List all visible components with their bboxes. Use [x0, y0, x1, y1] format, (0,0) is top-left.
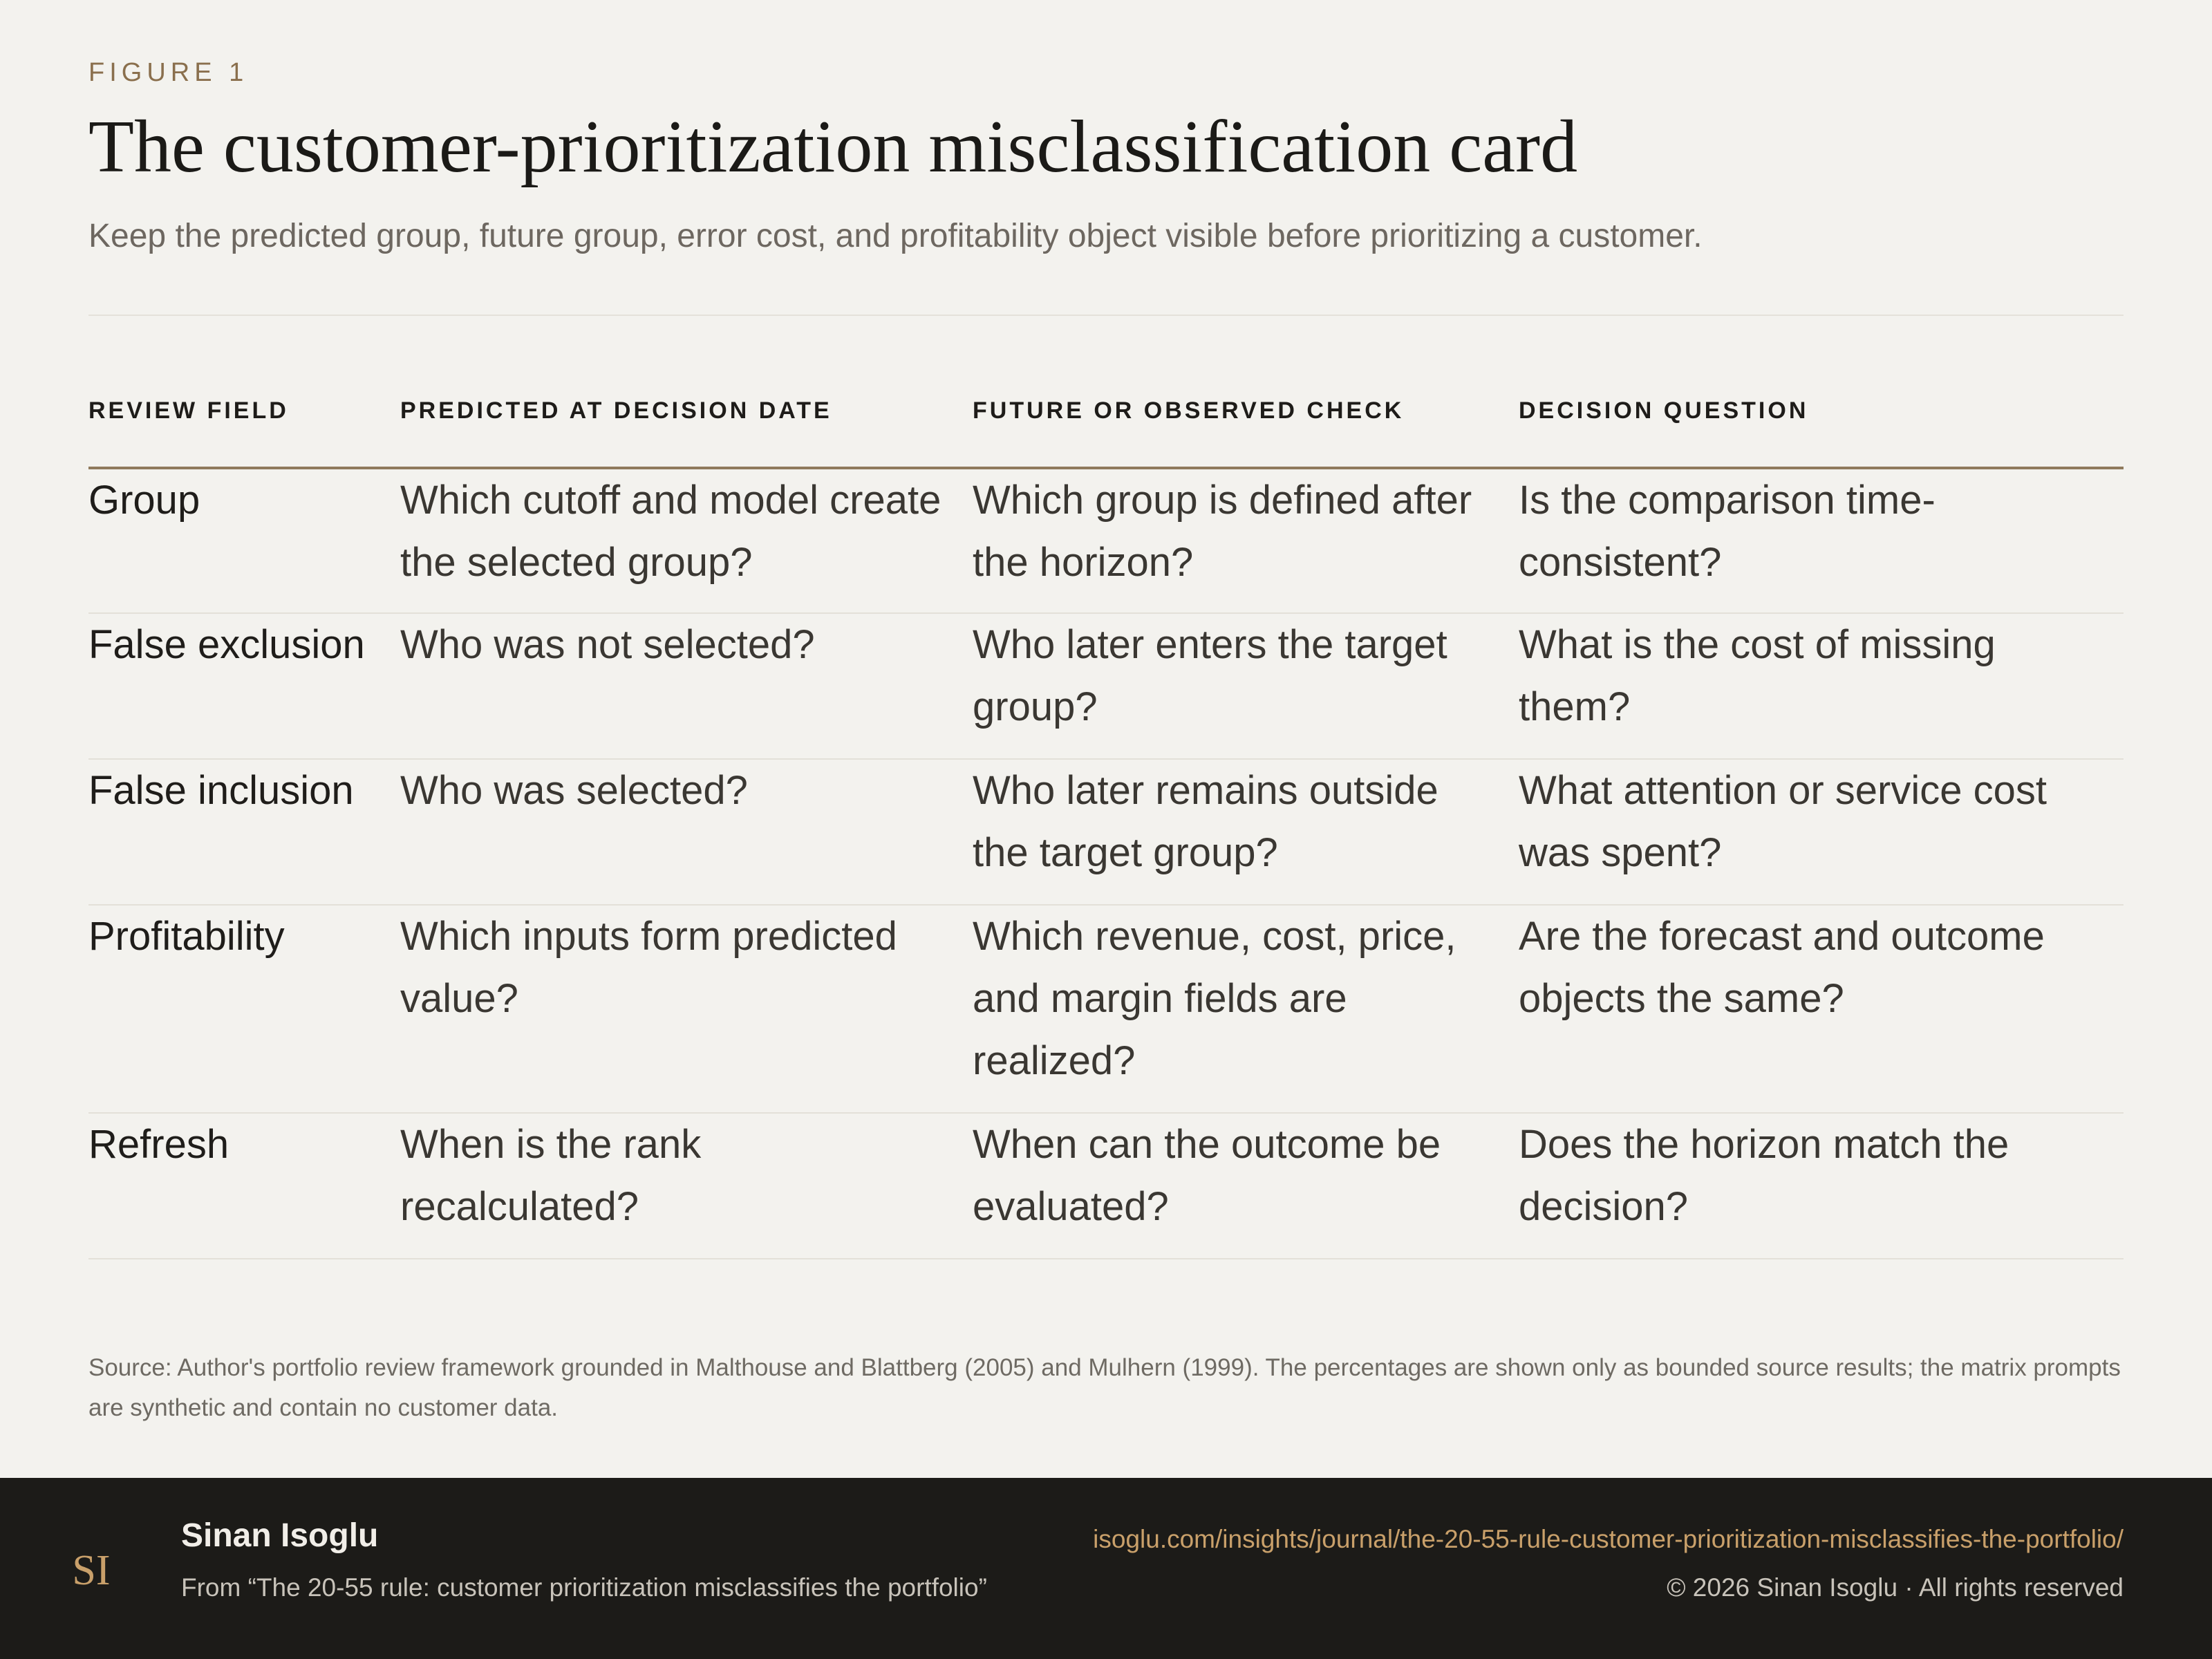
divider — [88, 315, 2124, 316]
table-cell: Which cutoff and model create the selected group? — [400, 468, 973, 613]
table-cell: Who later remains outside the target group? — [973, 759, 1519, 905]
table-cell: Who was not selected? — [400, 613, 973, 759]
table-row — [88, 1113, 2124, 1259]
column-header-decision-question: DECISION QUESTION — [1519, 397, 2124, 468]
figure-subtitle: Keep the predicted group, future group, error cost, and profitability object visible before prioritizing a customer. — [88, 218, 1703, 254]
column-header-review-field: REVIEW FIELD — [88, 397, 400, 468]
column-header-future-check: FUTURE OR OBSERVED CHECK — [973, 397, 1519, 468]
table-cell: When can the outcome be evaluated? — [973, 1113, 1519, 1259]
table-row — [88, 905, 2124, 1113]
table-cell: Are the forecast and outcome objects the same? — [1519, 905, 2124, 1113]
table-cell: Does the horizon match the decision? — [1519, 1113, 2124, 1259]
figure-title: The customer-prioritization misclassification card — [88, 106, 1578, 188]
figure-kicker: FIGURE 1 — [88, 58, 249, 87]
monogram-logo-icon — [64, 1541, 119, 1597]
table-cell: Who later enters the target group? — [973, 613, 1519, 759]
author-name: Sinan Isoglu — [181, 1517, 379, 1554]
monogram-letters: SI — [72, 1547, 111, 1594]
column-header-predicted: PREDICTED AT DECISION DATE — [400, 397, 973, 468]
row-field-label: Refresh — [88, 1113, 400, 1259]
article-reference: From “The 20-55 rule: customer prioritization misclassifies the portfolio” — [181, 1573, 987, 1602]
table-cell: When is the rank recalculated? — [400, 1113, 973, 1259]
row-field-label: False exclusion — [88, 613, 400, 759]
row-field-label: Profitability — [88, 905, 400, 1113]
table-row — [88, 759, 2124, 905]
table-cell: What attention or service cost was spent? — [1519, 759, 2124, 905]
table-row — [88, 613, 2124, 759]
row-field-label: Group — [88, 468, 400, 613]
review-matrix — [88, 397, 2124, 1259]
table-cell: Which inputs form predicted value? — [400, 905, 973, 1113]
source-note: Source: Author's portfolio review framework grounded in Malthouse and Blattberg (2005) and Mulhern (1999). The percentages are shown only as bounded source results; the matrix prompts are synthetic and contain no customer data. — [88, 1354, 2121, 1421]
table-row — [88, 468, 2124, 613]
table-cell: What is the cost of missing them? — [1519, 613, 2124, 759]
article-link[interactable]: isoglu.com/insights/journal/the-20-55-rule-customer-prioritization-misclassifies-the-portfolio/ — [1093, 1525, 2124, 1553]
table-cell: Which revenue, cost, price, and margin fields are realized? — [973, 905, 1519, 1113]
table-header-row — [88, 397, 2124, 468]
copyright-notice: © 2026 Sinan Isoglu · All rights reserved — [1667, 1573, 2124, 1602]
table-cell: Is the comparison time-consistent? — [1519, 468, 2124, 613]
row-field-label: False inclusion — [88, 759, 400, 905]
table-cell: Who was selected? — [400, 759, 973, 905]
footer-bar — [0, 1478, 2212, 1659]
table-cell: Which group is defined after the horizon? — [973, 468, 1519, 613]
